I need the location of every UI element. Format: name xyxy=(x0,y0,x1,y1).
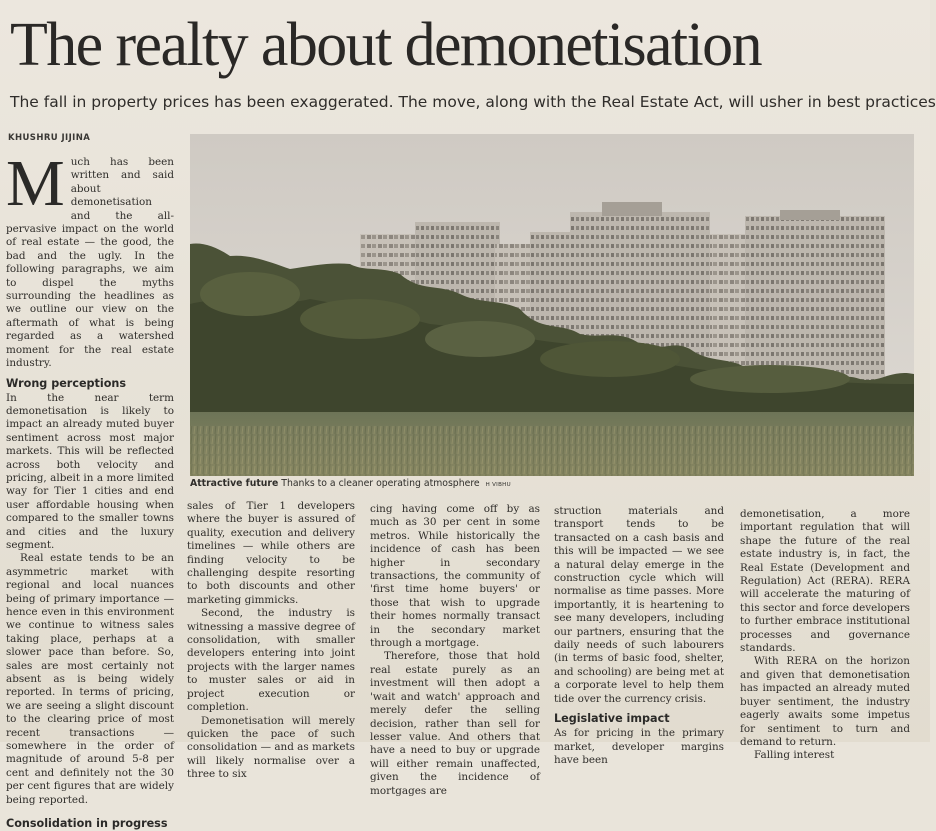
article-column-2 xyxy=(187,500,355,781)
paragraph: Real estate tends to be an asymmetric market with regional and local nuances being of primary importance — hence even in this environment we continue to witness sales taking place, perhaps at a slower pace than before. So, sales are most certainly not absent as is being widely reported. In terms of pricing, we are seeing a slight discount to the clearing price of most recent transactions — somewhere in the order of magnitude of around 5-8 per cent and definitely not the 30 per cent figures that are widely being reported. xyxy=(6,552,174,806)
paragraph: Therefore, those that hold real estate purely as an investment will then adopt a 'wait and watch' approach and merely defer the selling decision, rather than sell for lesser value. And others that have a need to buy or upgrade will either remain unaffected, given the incidence of mortgages are xyxy=(370,650,540,797)
caption-text: Thanks to a cleaner operating atmosphere xyxy=(281,478,480,489)
byline: KHUSHRU JIJINA xyxy=(8,133,91,143)
article-column-4 xyxy=(554,505,724,766)
lead-paragraph: Much has been written and said about demonetisation and the all-pervasive impact on the world of real estate — the good, the bad and the ugly. In the following paragraphs, we aim to dispel the myths surrounding the headlines as we outline our view on the aftermath of what is being regarded as a watershed moment for the real estate industry. xyxy=(6,147,174,370)
paragraph: In the near term demonetisation is likely to impact an already muted buyer sentiment across most major markets. This will be reflected across both velocity and pricing, albeit in a more limited way for Tier 1 cities and end user affordable housing when compared to the smaller towns and cities and the luxury segment. xyxy=(6,391,174,551)
paragraph: demonetisation, a more important regulation that will shape the future of the real estate industry is, in fact, the Real Estate (Development and Regulation) Act (RERA). RERA will accelerate the maturing of this sector and force developers to further embrace institutional processes and governance standards. xyxy=(740,508,910,655)
paragraph: As for pricing in the primary market, developer margins have been xyxy=(554,727,724,766)
caption-heading: Attractive future xyxy=(190,478,279,489)
paragraph: sales of Tier 1 developers where the buyer is assured of quality, execution and delivery timelines — while others are finding velocity to be challenging despite resorting to both discounts and other marketing gimmicks. xyxy=(187,500,355,606)
paragraph: struction materials and transport tends to be transacted on a cash basis and this will be impacted — we see a natural delay emerge in the construction cycle which will normalise as time passes. More importantly, it is heartening to see many developers, including our partners, ensuring that the daily needs of such labourers (in terms of basic food, shelter, and schooling) are being met at a corporate level to help them tide over the currency crisis. xyxy=(554,505,724,705)
article-column-5 xyxy=(740,508,910,762)
photo-credit: H VIBHU xyxy=(485,482,511,488)
drop-cap: M xyxy=(6,147,65,220)
paragraph: Second, the industry is witnessing a massive degree of consolidation, with smaller developers entering into joint projects with the larger names to muster sales or aid in project execution or completion. xyxy=(187,607,355,714)
paragraph: Falling interest xyxy=(754,749,835,762)
article-photo xyxy=(190,134,914,476)
headline: The realty about demonetisation xyxy=(10,11,761,79)
paragraph: With RERA on the horizon and given that demonetisation has impacted an already muted buyer sentiment, the industry eagerly awaits some impetus for sentiment to turn and demand to return. xyxy=(740,655,910,748)
subhead-legislative-impact: Legislative impact xyxy=(554,712,670,726)
paragraph: cing having come off by as much as 30 per cent in some metros. While historically the incidence of cash has been higher in secondary transactions, the community of 'first time home buyers' or those that wish to upgrade their homes normally transact in the secondary market through a mortgage. xyxy=(370,503,540,650)
subhead-consolidation: Consolidation in progress xyxy=(6,817,168,831)
photo-caption xyxy=(190,478,910,491)
paragraph: Demonetisation will merely quicken the pace of such consolidation — and as markets will likely normalise over a three to six xyxy=(187,714,355,781)
deck-subheadline: The fall in property prices has been exaggerated. The move, along with the Real Estate Act, will usher in best practices xyxy=(10,93,936,111)
article-column-3 xyxy=(370,503,540,797)
subhead-wrong-perceptions: Wrong perceptions xyxy=(6,376,127,390)
article-column-1 xyxy=(6,147,174,831)
